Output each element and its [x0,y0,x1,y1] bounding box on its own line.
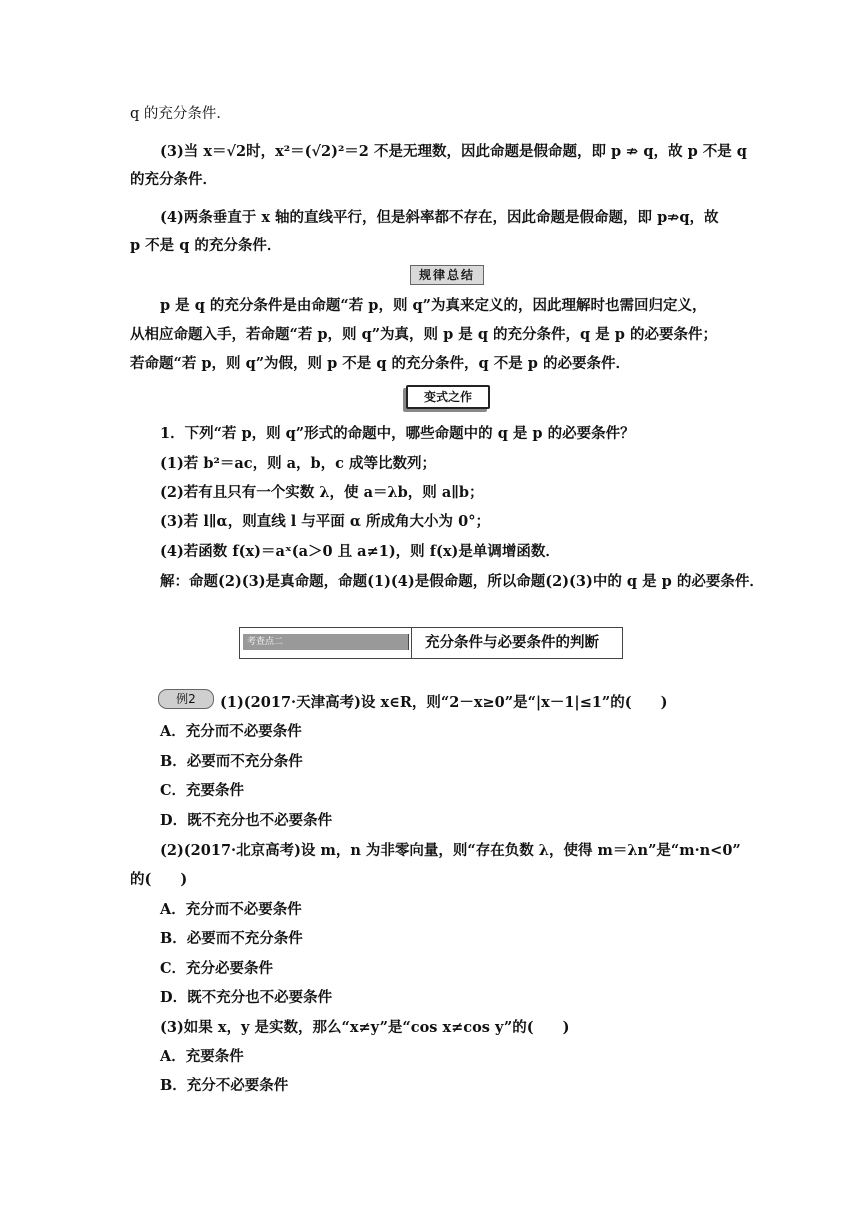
option-d: D．既不充分也不必要条件 [160,989,333,1006]
exercise-line: (3)若 l∥α，则直线 l 与平面 α 所成角大小为 0°； [160,513,490,530]
exercise-line: (2)若有且只有一个实数 λ，使 a＝λb，则 a∥b； [160,484,484,501]
section-header [239,627,623,659]
summary-line: 从相应命题入手，若命题“若 p，则 q”为真，则 p 是 q 的充分条件，q 是 p 的必要条件； [130,326,717,343]
question-line: (1)(2017·天津高考)设 x∈R，则“2－x≥0”是“|x－1|≤1”的( ) [220,694,668,711]
option-b: B．充分不必要条件 [160,1077,289,1094]
summary-line: p 是 q 的充分条件是由命题“若 p，则 q”为真来定义的，因此理解时也需回归定义， [160,297,707,314]
option-a: A．充分而不必要条件 [160,723,302,740]
text-line: 的充分条件． [130,171,217,188]
question-line: 的( ) [130,871,188,888]
solution-line: 解：命题(2)(3)是真命题，命题(1)(4)是假命题，所以命题(2)(3)中的 q 是 p 的必要条件． [160,573,764,590]
option-b: B．必要而不充分条件 [160,930,303,947]
text-line: (4)两条垂直于 x 轴的直线平行，但是斜率都不存在，因此命题是假命题，即 p⇏q，故 [160,209,719,226]
option-a: A．充分而不必要条件 [160,901,302,918]
section-divider [411,628,412,658]
text-line: p 不是 q 的充分条件． [130,237,282,254]
summary-badge: 规律总结 [410,265,484,285]
section-title: 充分条件与必要条件的判断 [425,634,599,651]
option-c: C．充要条件 [160,782,245,799]
option-b: B．必要而不充分条件 [160,753,303,770]
text-line: q 的充分条件． [130,106,231,122]
question-line: (2)(2017·北京高考)设 m，n 为非零向量，则“存在负数 λ，使得 m＝λn”是“m·n<0” [160,842,741,859]
text-line: (3)当 x＝√2时，x²＝(√2)²＝2 不是无理数，因此命题是假命题，即 p ⇏ q，故 p 不是 q [160,143,747,160]
variant-badge: 变式之作 [406,385,490,409]
section-tag: 考查点二 [243,634,409,650]
exercise-line: (4)若函数 f(x)＝aˣ(a＞0 且 a≠1)，则 f(x)是单调增函数． [160,543,560,560]
option-d: D．既不充分也不必要条件 [160,812,333,829]
exercise-line: 1．下列“若 p，则 q”形式的命题中，哪些命题中的 q 是 p 的必要条件？ [160,425,635,442]
example-badge: 例2 [158,689,214,709]
option-a: A．充要条件 [160,1048,244,1065]
summary-line: 若命题“若 p，则 q”为假，则 p 不是 q 的充分条件，q 不是 p 的必要条件． [130,355,630,372]
option-c: C．充分必要条件 [160,960,274,977]
exercise-line: (1)若 b²＝ac，则 a，b，c 成等比数列； [160,455,437,472]
question-line: (3)如果 x，y 是实数，那么“x≠y”是“cos x≠cos y”的( ) [160,1019,570,1036]
